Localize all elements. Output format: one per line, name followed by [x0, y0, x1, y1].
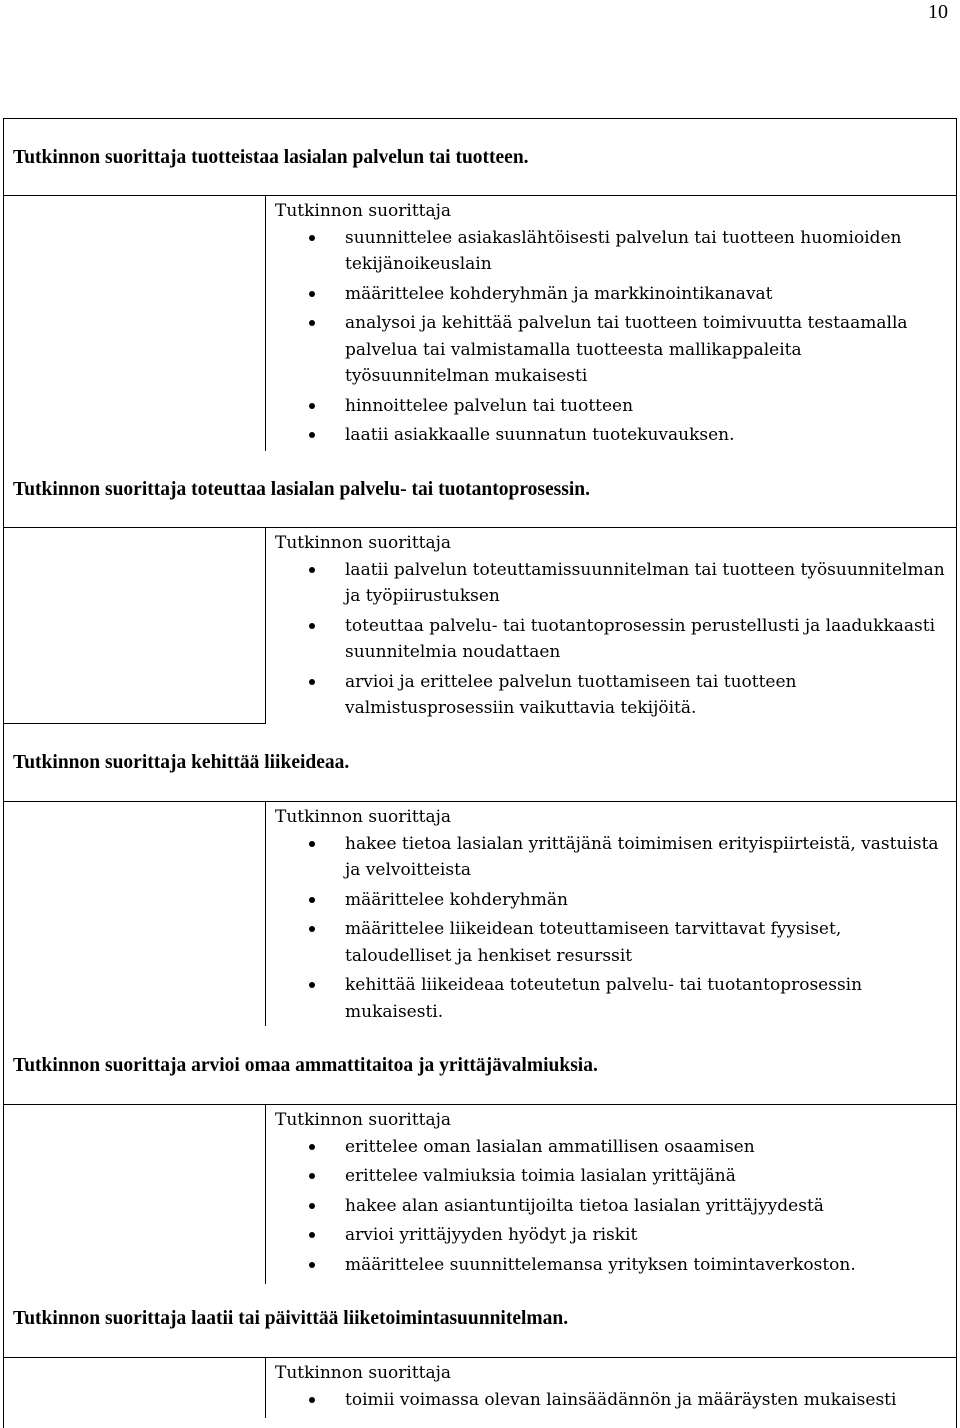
list-item-text: hinnoittelee palvelun tai tuotteen	[345, 395, 634, 416]
list-item	[275, 1193, 950, 1220]
list-item-text: määrittelee kohderyhmän ja markkinointikanavat	[345, 283, 773, 304]
list-item	[275, 972, 950, 1025]
list-item-text: suunnittelee asiakaslähtöisesti palvelun tai tuotteen huomioiden tekijänoikeuslain	[345, 227, 902, 274]
bullet-icon	[309, 1262, 315, 1268]
list-item	[275, 225, 950, 278]
bullet-icon	[309, 567, 315, 573]
list-item	[275, 310, 950, 390]
criteria-block	[275, 198, 950, 452]
bullet-icon	[309, 982, 315, 988]
list-item-text: toimii voimassa olevan lainsäädännön ja määräysten mukaisesti	[345, 1389, 897, 1410]
list-item	[275, 1163, 950, 1190]
criteria-block	[275, 804, 950, 1028]
section-heading: Tutkinnon suorittaja tuotteistaa lasialan palvelun tai tuotteen.	[13, 147, 529, 168]
list-item-text: laatii asiakkaalle suunnatun tuotekuvauksen.	[345, 425, 735, 445]
list-item	[275, 281, 950, 308]
list-item	[275, 887, 950, 914]
criteria-block	[275, 1107, 950, 1281]
criteria-block	[275, 1360, 950, 1416]
bullet-icon	[309, 841, 315, 847]
list-item	[275, 916, 950, 969]
list-item	[275, 422, 950, 449]
bullet-icon	[309, 1397, 315, 1403]
criteria-list	[275, 225, 950, 449]
bullet-icon	[309, 623, 315, 629]
divider	[4, 723, 266, 724]
criteria-list	[275, 557, 950, 722]
block-intro: Tutkinnon suorittaja	[275, 201, 452, 221]
list-item-text: arvioi yrittäjyyden hyödyt ja riskit	[345, 1225, 638, 1245]
list-item	[275, 557, 950, 610]
divider	[265, 801, 266, 1026]
list-item-text: hakee alan asiantuntijoilta tietoa lasialan yrittäjyydestä	[345, 1195, 824, 1216]
bullet-icon	[309, 291, 315, 297]
list-item-text: kehittää liikeideaa toteutetun palvelu- tai tuotantoprosessin mukaisesti.	[345, 975, 863, 1022]
list-item-text: hakee tietoa lasialan yrittäjänä toimimisen erityispiirteistä, vastuista ja velvoitteista	[345, 833, 939, 880]
criteria-list	[275, 1134, 950, 1279]
list-item	[275, 831, 950, 884]
list-item	[275, 393, 950, 420]
bullet-icon	[309, 320, 315, 326]
list-item	[275, 613, 950, 666]
list-item-text: laatii palvelun toteuttamissuunnitelman tai tuotteen työsuunnitelman ja työpiirustuksen	[345, 559, 945, 606]
page-number: 10	[928, 1, 948, 23]
bullet-icon	[309, 1144, 315, 1150]
list-item-text: erittelee valmiuksia toimia lasialan yrittäjänä	[345, 1166, 736, 1186]
divider	[265, 527, 266, 723]
section-heading: Tutkinnon suorittaja kehittää liikeideaa.	[13, 752, 350, 773]
bullet-icon	[309, 432, 315, 438]
criteria-list	[275, 1387, 950, 1414]
bullet-icon	[309, 1173, 315, 1179]
bullet-icon	[309, 403, 315, 409]
list-item-text: arvioi ja erittelee palvelun tuottamiseen tai tuotteen valmistusprosessiin vaikuttavia tekijöitä.	[345, 671, 797, 718]
block-intro: Tutkinnon suorittaja	[275, 533, 452, 553]
divider	[4, 1357, 956, 1358]
list-item-text: määrittelee suunnittelemansa yrityksen toimintaverkoston.	[345, 1254, 856, 1275]
divider	[4, 1104, 956, 1105]
list-item	[275, 669, 950, 722]
bullet-icon	[309, 1203, 315, 1209]
section-heading: Tutkinnon suorittaja toteuttaa lasialan palvelu- tai tuotantoprosessin.	[13, 479, 590, 500]
divider	[4, 195, 956, 196]
bullet-icon	[309, 235, 315, 241]
bullet-icon	[309, 1232, 315, 1238]
list-item-text: toteuttaa palvelu- tai tuotantoprosessin perustellusti ja laadukkaasti suunnitelmia noudattaen	[345, 615, 936, 662]
block-intro: Tutkinnon suorittaja	[275, 807, 452, 827]
bullet-icon	[309, 897, 315, 903]
list-item	[275, 1252, 950, 1279]
list-item-text: erittelee oman lasialan ammatillisen osaamisen	[345, 1136, 755, 1157]
divider	[4, 801, 956, 802]
divider	[4, 527, 956, 528]
list-item-text: analysoi ja kehittää palvelun tai tuotteen toimivuutta testaamalla palvelua tai valmistamalla tuotteesta mallikappaleita työsuunnitelman mukaisesti	[345, 313, 908, 386]
bullet-icon	[309, 926, 315, 932]
bullet-icon	[309, 679, 315, 685]
section-heading: Tutkinnon suorittaja arvioi omaa ammattitaitoa ja yrittäjävalmiuksia.	[13, 1055, 598, 1076]
block-intro: Tutkinnon suorittaja	[275, 1110, 452, 1130]
list-item-text: määrittelee kohderyhmän	[345, 889, 568, 910]
divider	[265, 1104, 266, 1284]
list-item-text: määrittelee liikeidean toteuttamiseen tarvittavat fyysiset, taloudelliset ja henkiset resurssit	[345, 919, 842, 966]
list-item	[275, 1222, 950, 1249]
section-heading: Tutkinnon suorittaja laatii tai päivittää liiketoimintasuunnitelman.	[13, 1308, 569, 1329]
criteria-list	[275, 831, 950, 1026]
divider	[265, 195, 266, 451]
list-item	[275, 1134, 950, 1161]
list-item	[275, 1387, 950, 1414]
block-intro: Tutkinnon suorittaja	[275, 1363, 452, 1383]
divider	[265, 1357, 266, 1418]
criteria-block	[275, 530, 950, 725]
